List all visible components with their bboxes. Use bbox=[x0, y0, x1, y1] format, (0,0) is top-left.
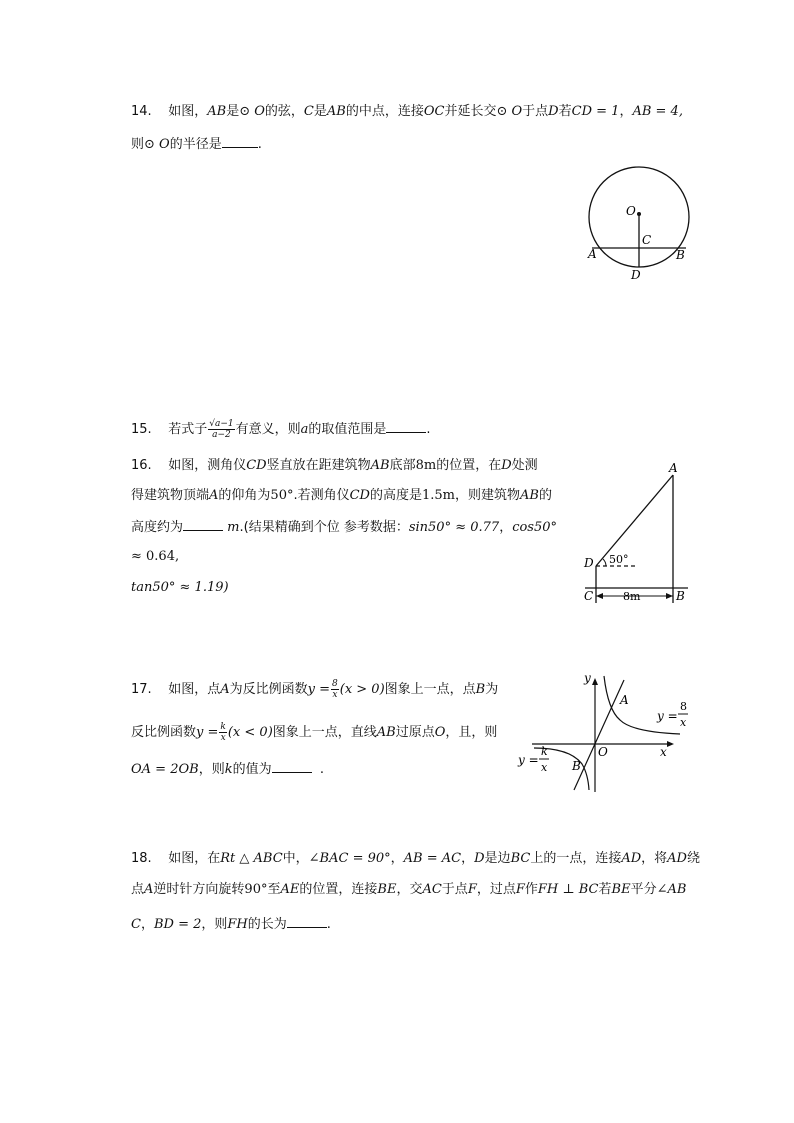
q18-text: 的位置，连接 bbox=[299, 882, 378, 897]
q16-var: CD bbox=[349, 488, 370, 503]
q18-var: C bbox=[131, 917, 141, 932]
q16-text: 如图，测角仪 bbox=[168, 458, 247, 473]
q14-text: 若 bbox=[558, 104, 572, 119]
q16-var: A bbox=[209, 488, 219, 503]
q17-text: ，则 bbox=[198, 762, 225, 777]
q16-text: 的高度是 bbox=[369, 488, 422, 503]
q18-text: ，将 bbox=[641, 851, 668, 866]
label-b: B bbox=[572, 759, 581, 773]
q17-text: . bbox=[319, 762, 325, 777]
sight-line-da bbox=[596, 475, 673, 566]
q16-var: AB bbox=[520, 488, 539, 503]
q17-var: y = bbox=[307, 682, 331, 697]
q14-text: 的弦， bbox=[264, 104, 304, 119]
q17-text: ，且，则 bbox=[445, 725, 498, 740]
q15-text: . bbox=[426, 422, 431, 437]
q16-text: 底部 bbox=[389, 458, 416, 473]
q17-line2 bbox=[131, 722, 497, 743]
q16-text: 的仰角为 bbox=[218, 488, 271, 503]
q18-text: ，过点 bbox=[476, 882, 516, 897]
label-c: C bbox=[584, 589, 594, 603]
q15-fraction bbox=[208, 419, 234, 440]
q18-line2 bbox=[131, 880, 686, 900]
x-axis-arrow bbox=[667, 741, 674, 747]
fraction-denominator: x bbox=[220, 733, 226, 743]
center-dot bbox=[637, 212, 641, 216]
q18-text: 作 bbox=[524, 882, 538, 897]
q18-var: 90° bbox=[244, 882, 268, 897]
q14-var: AB bbox=[207, 104, 227, 119]
label-a: A bbox=[669, 461, 678, 475]
label-o: O bbox=[626, 204, 636, 218]
q17-text: 如图，点 bbox=[168, 682, 221, 697]
label-c: C bbox=[642, 233, 652, 247]
q17-text: 过原点 bbox=[395, 725, 435, 740]
y-axis-arrow bbox=[592, 678, 598, 685]
q14-number: 14. bbox=[131, 104, 152, 119]
q16-number: 16. bbox=[131, 458, 152, 473]
label-x: x bbox=[660, 745, 667, 759]
q14-var: ⊙ O bbox=[239, 104, 265, 119]
q16-text: 得建筑物顶端 bbox=[131, 488, 210, 503]
q18-text: 上的一点，连接 bbox=[530, 851, 622, 866]
q16-var: 50° bbox=[270, 488, 294, 503]
q16-text: 处测 bbox=[511, 458, 538, 473]
q15-number: 15. bbox=[131, 422, 152, 437]
q14-var: OC bbox=[423, 104, 445, 119]
q18-var: BE bbox=[611, 882, 631, 897]
q18-var: D bbox=[474, 851, 485, 866]
q14-text: 的中点，连接 bbox=[345, 104, 424, 119]
q18-text: 至 bbox=[267, 882, 281, 897]
q17-var: OA = 2OB bbox=[131, 762, 199, 777]
label-a: A bbox=[620, 693, 629, 707]
q14-var: ⊙ O bbox=[496, 104, 523, 119]
q18-text: 如图，在 bbox=[168, 851, 221, 866]
fraction-denominator: x bbox=[332, 690, 338, 700]
q17-var: AB bbox=[376, 725, 396, 740]
q18-text: 逆时针方向旋转 bbox=[153, 882, 245, 897]
q17-text: 为反比例函数 bbox=[229, 682, 308, 697]
q16-var: 8m bbox=[415, 458, 437, 473]
q18-var: F bbox=[515, 882, 525, 897]
label-d: D bbox=[584, 556, 594, 570]
q16-line5 bbox=[131, 578, 229, 598]
q14-line2 bbox=[131, 133, 262, 155]
q16-figure bbox=[575, 455, 695, 610]
q14-text: 则 bbox=[131, 137, 145, 152]
q18-number: 18. bbox=[131, 851, 152, 866]
q14-text: 的半径是 bbox=[169, 137, 222, 152]
angle-arc bbox=[603, 559, 606, 566]
q18-text: ， bbox=[140, 917, 154, 932]
q16-line3 bbox=[131, 516, 557, 538]
label-o: O bbox=[598, 745, 608, 759]
q18-var: F bbox=[467, 882, 477, 897]
q15-line bbox=[131, 418, 431, 440]
q18-var: BE bbox=[377, 882, 397, 897]
q16-var: m bbox=[227, 520, 240, 535]
q16-var: 1.5m bbox=[422, 488, 456, 503]
label-angle: 50° bbox=[609, 553, 629, 566]
q17-var: O bbox=[434, 725, 446, 740]
q18-text: ， bbox=[390, 851, 404, 866]
q14-text: ， bbox=[619, 104, 633, 119]
q16-text: ， bbox=[499, 520, 513, 535]
curve-right bbox=[604, 676, 680, 734]
q14-text: 是 bbox=[226, 104, 240, 119]
q18-var: AC bbox=[422, 882, 442, 897]
q18-var: FH bbox=[227, 917, 248, 932]
q18-text: . bbox=[326, 917, 331, 932]
fraction-numerator: √a−1 bbox=[209, 419, 234, 429]
q17-text: 反比例函数 bbox=[131, 725, 197, 740]
label-b: B bbox=[676, 589, 685, 603]
q18-var: FH ⊥ BC bbox=[537, 882, 599, 897]
q18-var: BC bbox=[510, 851, 531, 866]
q17-var: A bbox=[220, 682, 230, 697]
q18-var: ∠BAC = 90° bbox=[308, 851, 391, 866]
q16-text: 高度约为 bbox=[131, 520, 184, 535]
q15-text: 有意义，则 bbox=[235, 422, 301, 437]
q18-var: Rt △ ABC bbox=[220, 851, 283, 866]
label-y: y bbox=[584, 671, 591, 685]
answer-blank[interactable] bbox=[222, 133, 258, 148]
q14-text: 于点 bbox=[522, 104, 549, 119]
label-l-den: x bbox=[541, 761, 548, 774]
q17-var: B bbox=[475, 682, 486, 697]
q18-text: 若 bbox=[598, 882, 612, 897]
q14-figure bbox=[580, 160, 700, 285]
q18-var: AD bbox=[621, 851, 642, 866]
q16-text: ，则建筑物 bbox=[455, 488, 521, 503]
q17-text: 为 bbox=[485, 682, 499, 697]
q17-var: (x > 0) bbox=[339, 682, 385, 697]
q18-line3 bbox=[131, 913, 331, 935]
q16-text: tan50° ≈ 1.19) bbox=[131, 580, 229, 595]
label-y-left: y = bbox=[518, 753, 539, 767]
q17-number: 17. bbox=[131, 682, 152, 697]
q18-text: ， bbox=[461, 851, 475, 866]
q18-var: AB = AC bbox=[403, 851, 462, 866]
q16-var: sin50° ≈ 0.77 bbox=[408, 520, 500, 535]
q18-var: AE bbox=[280, 882, 300, 897]
q18-var: BD = 2 bbox=[153, 917, 202, 932]
arrow-right bbox=[666, 593, 673, 599]
q18-var: ∠AB bbox=[656, 882, 687, 897]
q15-var: a bbox=[300, 422, 309, 437]
q17-text: 图象上一点，点 bbox=[384, 682, 476, 697]
q15-text: 的取值范围是 bbox=[308, 422, 387, 437]
q17-line3 bbox=[131, 758, 324, 780]
fraction-numerator: 8 bbox=[332, 679, 338, 689]
q18-text: ，交 bbox=[396, 882, 423, 897]
q16-text: ≈ 0.64, bbox=[131, 549, 180, 564]
q18-text: 中， bbox=[282, 851, 309, 866]
q14-text: 是 bbox=[313, 104, 327, 119]
answer-blank[interactable] bbox=[287, 913, 327, 928]
q16-text: 竖直放在距建筑物 bbox=[266, 458, 371, 473]
q17-text: 图象上一点，直线 bbox=[272, 725, 377, 740]
q16-text: 的位置，在 bbox=[436, 458, 502, 473]
q17-fraction bbox=[219, 722, 226, 743]
arrow-left bbox=[596, 593, 603, 599]
q18-text: 平分 bbox=[630, 882, 657, 897]
q17-text: 的值为 bbox=[232, 762, 272, 777]
label-d: D bbox=[631, 268, 641, 282]
q14-var: ⊙ O bbox=[144, 137, 170, 152]
q16-var: D bbox=[501, 458, 512, 473]
label-dist: 8m bbox=[623, 590, 641, 603]
q18-text: 绕 bbox=[686, 851, 700, 866]
answer-blank[interactable] bbox=[272, 758, 312, 773]
q18-text: 点 bbox=[131, 882, 145, 897]
q16-var: cos50° bbox=[512, 520, 558, 535]
label-a: A bbox=[588, 247, 597, 261]
q16-text: .(结果精确到个位 参考数据： bbox=[239, 520, 409, 535]
q18-text: 的长为 bbox=[247, 917, 287, 932]
q17-fraction bbox=[331, 679, 339, 700]
q14-var: D bbox=[548, 104, 559, 119]
q17-var: (x < 0) bbox=[227, 725, 273, 740]
label-r-num: 8 bbox=[680, 700, 687, 713]
q14-var: AB = 4, bbox=[632, 104, 683, 119]
q16-line1 bbox=[131, 456, 538, 476]
q14-var: C bbox=[303, 104, 314, 119]
q14-text: 并延长交 bbox=[444, 104, 497, 119]
line-ab bbox=[574, 680, 624, 790]
q18-text: ，则 bbox=[201, 917, 228, 932]
q18-line1 bbox=[131, 849, 700, 869]
answer-blank[interactable] bbox=[386, 418, 426, 433]
q18-text: 于点 bbox=[441, 882, 468, 897]
q18-var: AD bbox=[667, 851, 687, 866]
label-l-num: k bbox=[541, 745, 548, 758]
q14-text: . bbox=[257, 137, 262, 152]
q17-line1 bbox=[131, 679, 498, 700]
q16-text: 的 bbox=[538, 488, 552, 503]
q17-var: y = bbox=[196, 725, 219, 740]
q14-var: AB bbox=[326, 104, 346, 119]
answer-blank[interactable] bbox=[183, 516, 223, 531]
q14-line1 bbox=[131, 102, 683, 122]
fraction-denominator: a−2 bbox=[212, 430, 231, 440]
label-r-den: x bbox=[680, 716, 687, 729]
q16-line2 bbox=[131, 486, 552, 506]
q15-text: 若式子 bbox=[168, 422, 208, 437]
q16-var: CD bbox=[246, 458, 267, 473]
q16-text: .若测角仪 bbox=[293, 488, 350, 503]
q16-line4 bbox=[131, 547, 179, 567]
fraction-numerator: k bbox=[220, 722, 226, 732]
q16-var: AB bbox=[370, 458, 390, 473]
q14-text: 如图， bbox=[168, 104, 208, 119]
q18-var: A bbox=[144, 882, 154, 897]
q17-var: k bbox=[224, 762, 233, 777]
label-b: B bbox=[676, 248, 685, 262]
q18-text: 是边 bbox=[484, 851, 511, 866]
q17-figure bbox=[512, 670, 702, 798]
label-y-right: y = bbox=[657, 709, 678, 723]
q14-var: CD = 1 bbox=[571, 104, 620, 119]
